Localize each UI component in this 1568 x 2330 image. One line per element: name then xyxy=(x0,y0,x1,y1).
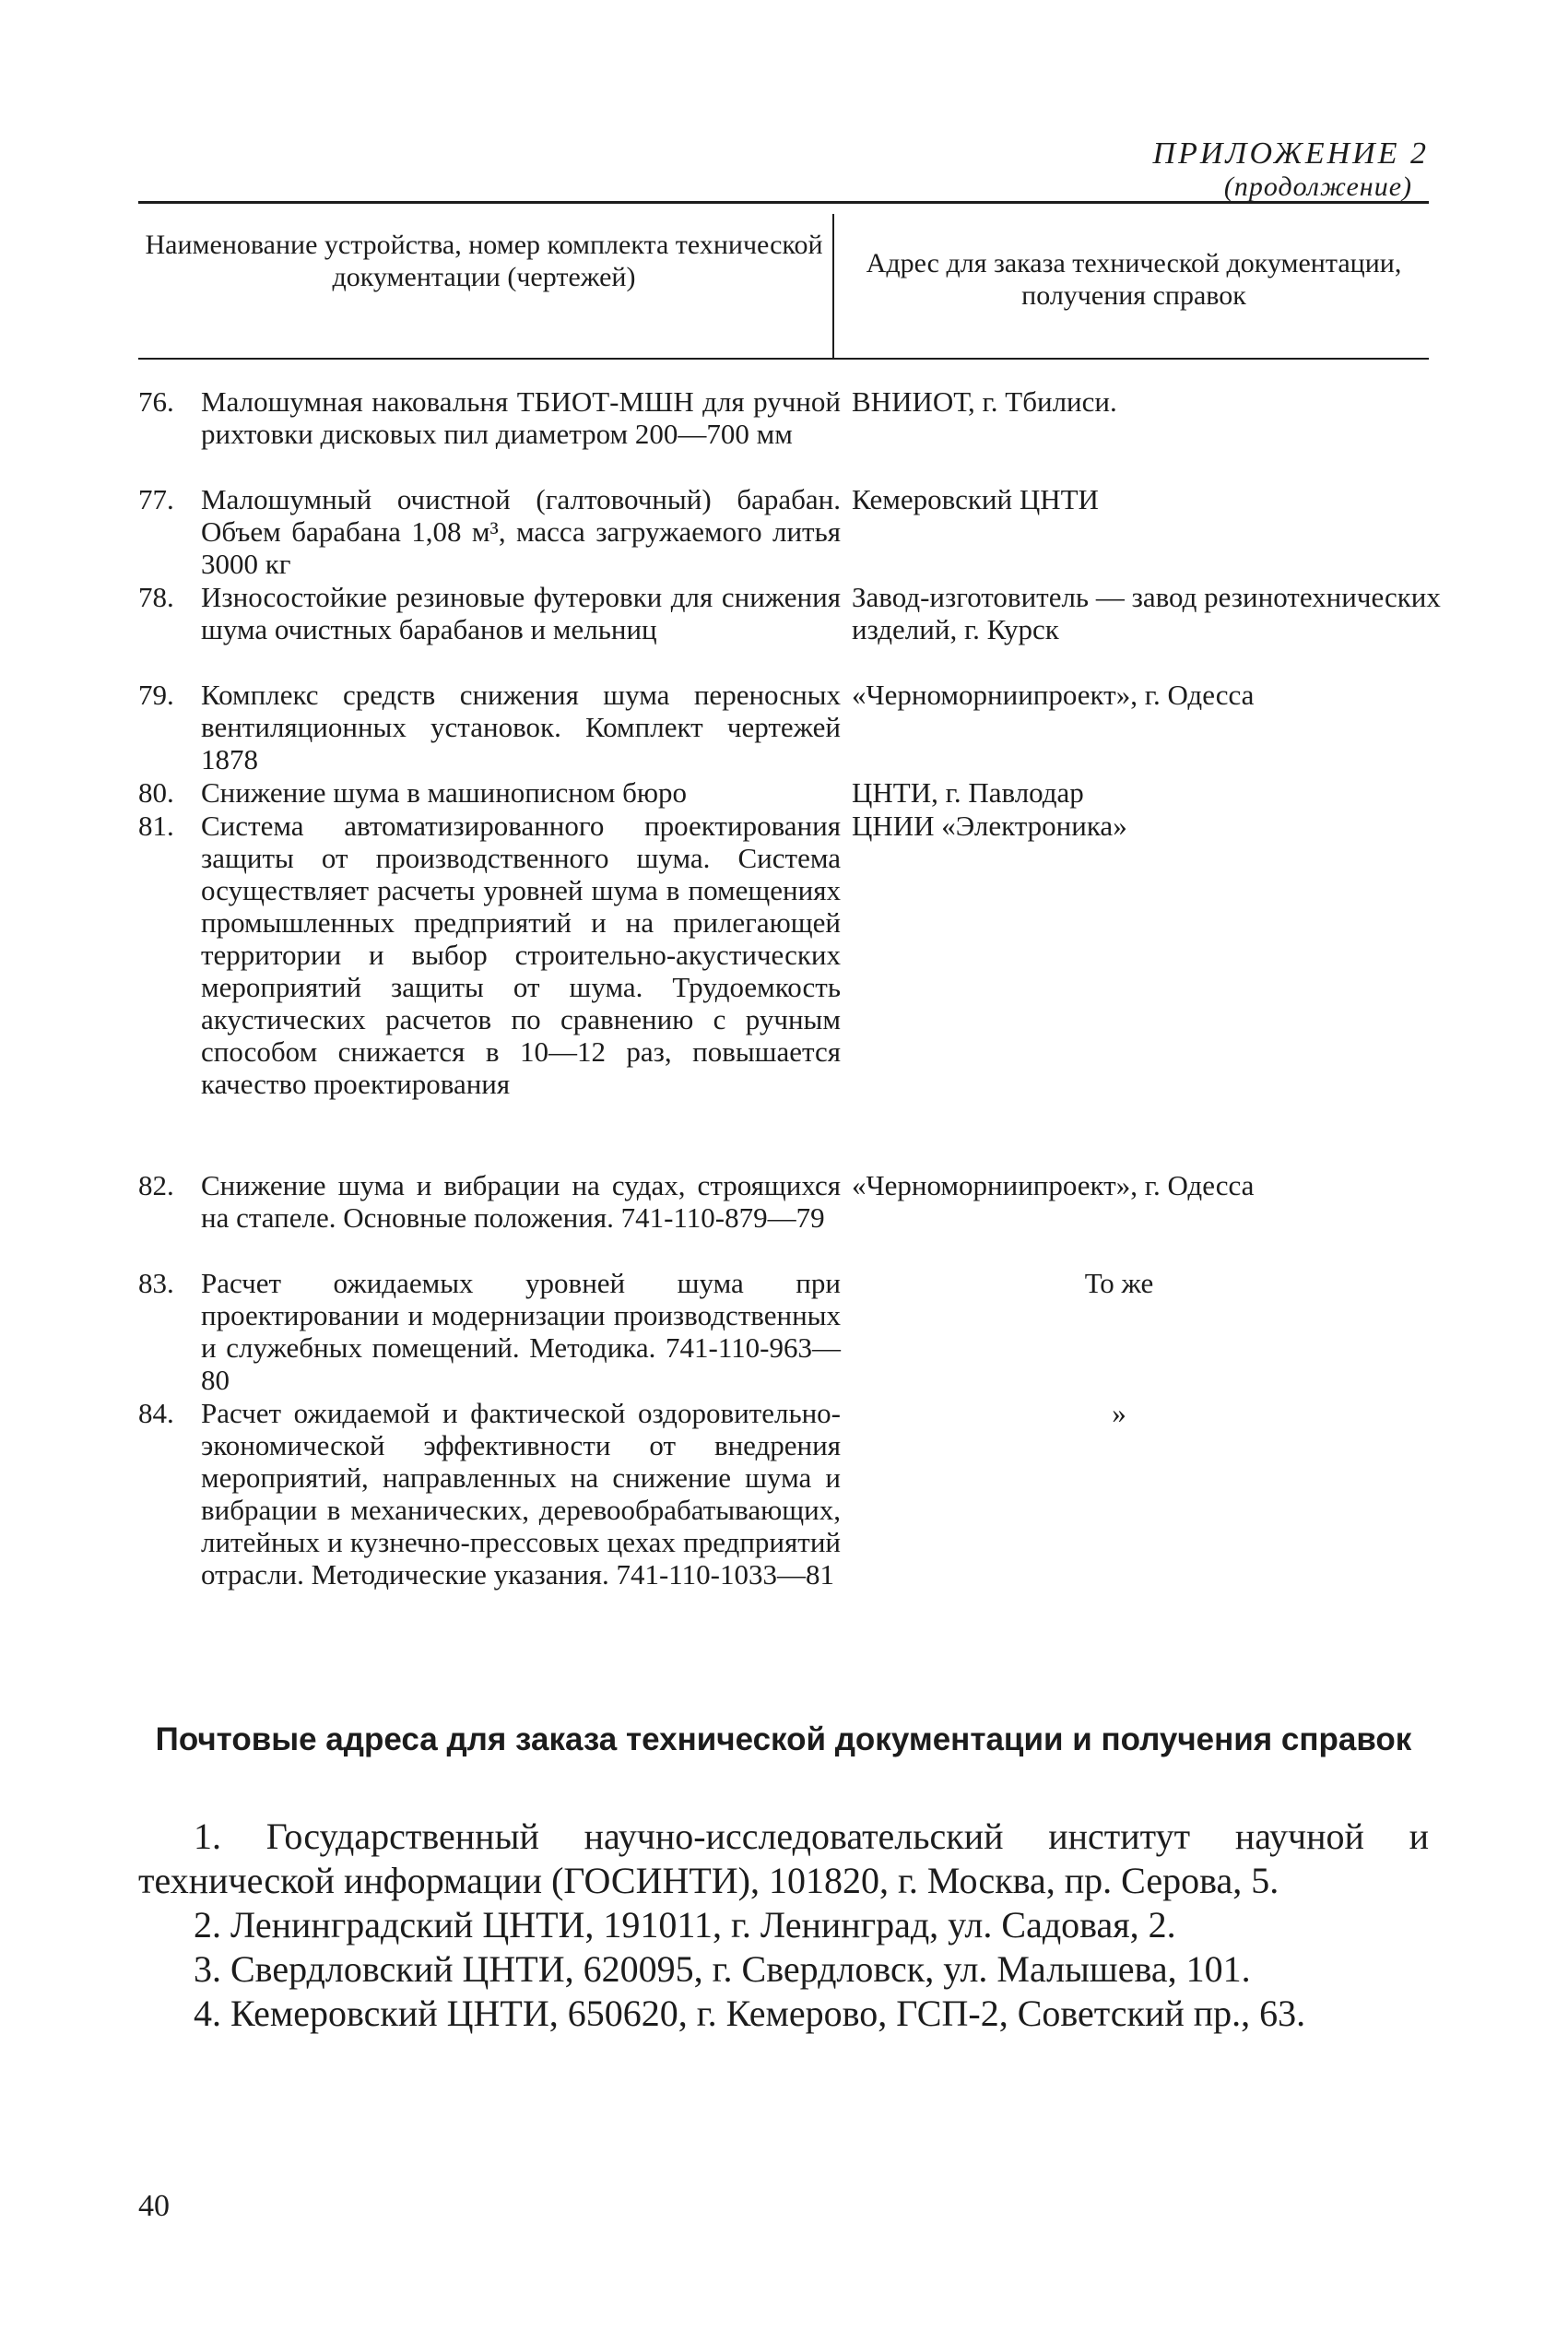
row-device: Расчет ожидаемых уровней шума при проектировании и модернизации производственных и служебных помещений. Методика. 741-110-963—80 xyxy=(201,1267,841,1396)
appendix-subtitle: (продолжение) xyxy=(1223,171,1412,202)
appendix-title: ПРИЛОЖЕНИЕ 2 xyxy=(1152,136,1429,171)
row-address: ЦНИИ «Электроника» xyxy=(852,810,1127,842)
postal-address-item: 1. Государственный научно-исследовательский институт научной и технической информации (ГОСИНТИ), 101820, г. Москва, пр. Серова, 5. xyxy=(138,1816,1429,1901)
table-top-rule xyxy=(138,201,1429,204)
row-address: » xyxy=(1112,1397,1126,1429)
row-device: Расчет ожидаемой и фактической оздоровительно-экономической эффективности от внедрения мероприятий, направленных на снижение шума и вибрации в механических, деревообрабатывающих, литейных и кузнечно-прессовых цехах предприятий отрасли. Методические указания. 741-110-1033—81 xyxy=(201,1397,841,1591)
row-device: Малошумная наковальня ТБИОТ-МШН для ручной рихтовки дисковых пил диаметром 200—700 мм xyxy=(201,385,841,450)
table-row xyxy=(0,1169,1568,1267)
postal-section-title: Почтовые адреса для заказа технической документации и получения справок xyxy=(155,1721,1412,1757)
column-header-address: Адрес для заказа технической документации, получения справок xyxy=(866,248,1402,311)
postal-address-item: 4. Кемеровский ЦНТИ, 650620, г. Кемерово, ГСП-2, Советский пр., 63. xyxy=(194,1993,1306,2034)
row-number: 79. xyxy=(138,679,174,711)
table-column-divider xyxy=(832,214,834,358)
row-address: «Черноморниипроект», г. Одесса xyxy=(852,1169,1255,1201)
row-address: ЦНТИ, г. Павлодар xyxy=(852,776,1084,809)
table-row xyxy=(0,679,1568,776)
row-device: Малошумный очистной (галтовочный) барабан. Объем барабана 1,08 м³, масса загружаемого литья 3000 кг xyxy=(201,483,841,580)
row-number: 84. xyxy=(138,1397,174,1429)
row-device: Снижение шума в машинописном бюро xyxy=(201,776,688,809)
row-number: 83. xyxy=(138,1267,174,1299)
row-address: То же xyxy=(1084,1267,1154,1299)
table-row xyxy=(0,385,1568,483)
row-number: 80. xyxy=(138,776,174,809)
row-address: Завод-изготовитель — завод резинотехнических изделий, г. Курск xyxy=(852,581,1441,645)
table-body xyxy=(0,385,1568,1655)
table-row xyxy=(0,810,1568,1169)
row-device: Система автоматизированного проектирования защиты от производственного шума. Система осуществляет расчеты уровней шума в помещениях промышленных предприятий и на прилегающей территории и выбор строительно-акустических мероприятий защиты от шума. Трудоемкость акустических расчетов по сравнению с ручным способом снижается в 10—12 раз, повышается качество проектирования xyxy=(201,810,841,1100)
row-device: Комплекс средств снижения шума переносных вентиляционных установок. Комплект чертежей 1878 xyxy=(201,679,841,775)
row-device: Износостойкие резиновые футеровки для снижения шума очистных барабанов и мельниц xyxy=(201,581,841,645)
row-address: «Черноморниипроект», г. Одесса xyxy=(852,679,1255,711)
page-number: 40 xyxy=(138,2189,170,2223)
row-address: ВНИИОТ, г. Тбилиси. xyxy=(852,385,1117,418)
postal-address-list xyxy=(138,1815,1429,2036)
table-row xyxy=(0,581,1568,679)
table-row xyxy=(0,1397,1568,1655)
column-header-device: Наименование устройства, номер комплекта технической документации (чертежей) xyxy=(145,230,823,292)
postal-address-item: 3. Свердловский ЦНТИ, 620095, г. Свердловск, ул. Малышева, 101. xyxy=(194,1948,1251,1990)
table-row xyxy=(0,1267,1568,1397)
table-row xyxy=(0,776,1568,810)
table-header-rule xyxy=(138,358,1429,360)
table-row xyxy=(0,483,1568,581)
row-number: 81. xyxy=(138,810,174,842)
row-number: 78. xyxy=(138,581,174,613)
postal-address-item: 2. Ленинградский ЦНТИ, 191011, г. Ленинград, ул. Садовая, 2. xyxy=(194,1904,1176,1946)
appendix-header xyxy=(1014,136,1429,203)
row-device: Снижение шума и вибрации на судах, строящихся на стапеле. Основные положения. 741-110-879—79 xyxy=(201,1169,841,1234)
row-number: 82. xyxy=(138,1169,174,1201)
row-address: Кемеровский ЦНТИ xyxy=(852,483,1099,515)
row-number: 76. xyxy=(138,385,174,418)
row-number: 77. xyxy=(138,483,174,515)
